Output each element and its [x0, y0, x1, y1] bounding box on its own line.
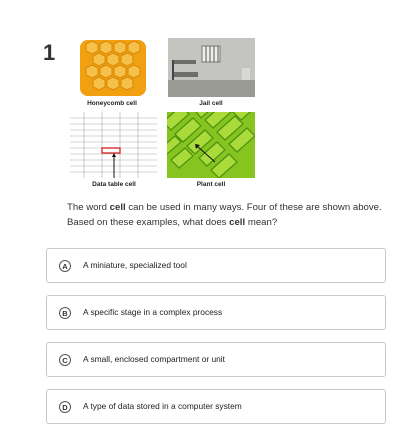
question-number: 1: [43, 40, 56, 65]
honeycomb-caption: Honeycomb cell: [87, 100, 137, 107]
answer-option-a[interactable]: [46, 248, 386, 283]
option-letter-d: D: [59, 401, 71, 413]
honeycomb-image: [80, 40, 146, 96]
answer-option-c[interactable]: [46, 342, 386, 377]
key-word: cell: [229, 217, 246, 228]
jail-caption: Jail cell: [199, 100, 223, 107]
plant-cell-image: [167, 112, 255, 178]
option-letter-a: A: [59, 260, 71, 272]
spreadsheet-image: [70, 112, 157, 178]
option-letter-b: B: [59, 307, 71, 319]
plant-cell-caption: Plant cell: [196, 181, 226, 188]
jail-image: [168, 38, 255, 97]
option-text-d: A type of data stored in a computer system: [83, 401, 242, 411]
key-word: cell: [109, 202, 126, 213]
option-letter-c: C: [59, 354, 71, 366]
option-text-a: A miniature, specialized tool: [83, 260, 187, 270]
answer-option-d[interactable]: [46, 389, 386, 424]
option-text-b: A specific stage in a complex process: [83, 307, 223, 317]
answer-option-b[interactable]: [46, 295, 386, 330]
option-text-c: A small, enclosed compartment or unit: [83, 354, 225, 364]
question-prompt: The word cell can be used in many ways. Four of these are shown above. Based on these examples, what does cell mean?: [67, 202, 382, 228]
spreadsheet-caption: Data table cell: [92, 181, 136, 188]
